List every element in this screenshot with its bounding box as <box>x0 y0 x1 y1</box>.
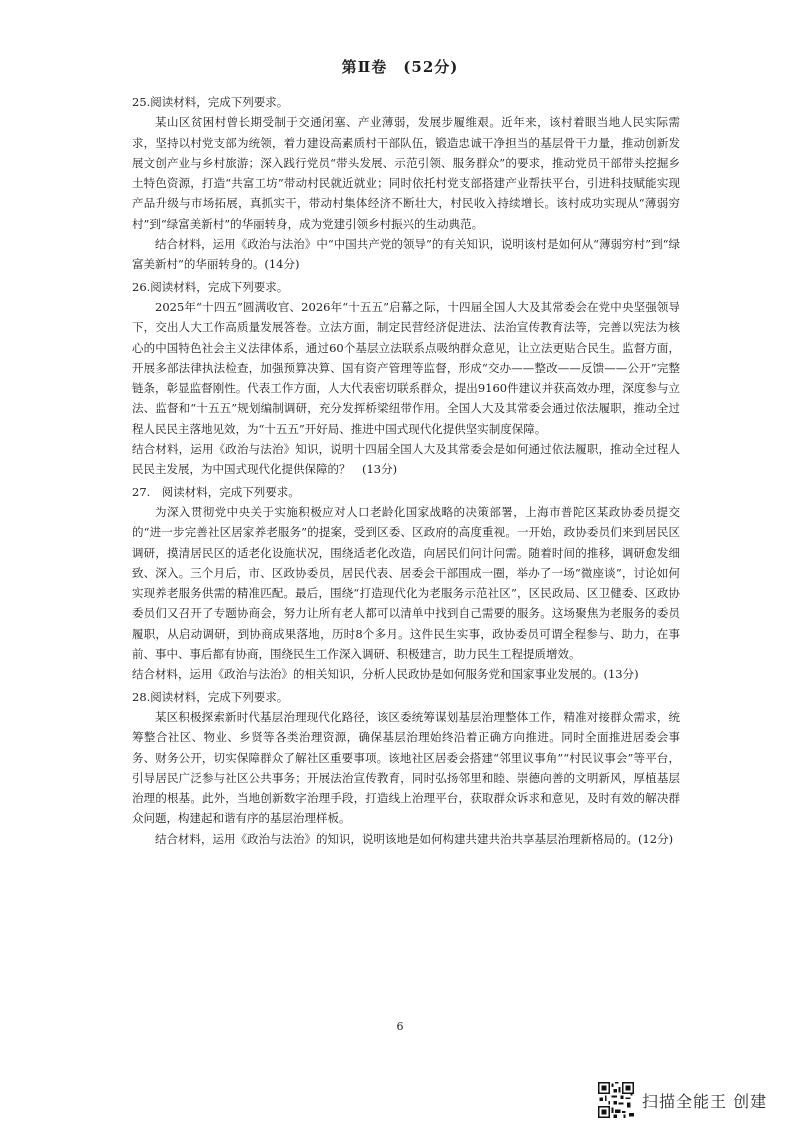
question-27 <box>132 482 680 685</box>
question-head: 25.阅读材料，完成下列要求。 <box>132 95 289 109</box>
qr-code-icon <box>598 1082 634 1118</box>
scan-credit-text: 扫描全能王 创建 <box>642 1091 768 1111</box>
question-material: 2025年“十四五”圆满收官、2026年“十五五”启幕之际，十四届全国人大及其常委会在党中央坚强领导下，交出人大工作高质量发展答卷。立法方面，制定民营经济促进法、法治宣传教育法等，完善以宪法为核心的中国特色社会主义法律体系，通过60个基层立法联系点吸纳群众意见，让立法更贴合民生。监督方面，开展多部法律执法检查，加强预算决算、国有资产管理等监督，形成“交办——整改——反馈——公开”完整链条，彰显监督刚性。代表工作方面，人大代表密切联系群众，提出9160件建议并获高效办理，深度参与立法、监督和“十五五”规划编制调研，充分发挥桥梁纽带作用。全国人大及其常委会通过依法履职，推动全过程人民民主落地见效，为“十五五”开好局、推进中国式现代化提供坚实制度保障。 <box>132 299 680 436</box>
page-number: 6 <box>396 1020 404 1033</box>
question-material: 为深入贯彻党中央关于实施积极应对人口老龄化国家战略的决策部署，上海市普陀区某政协委员提交的“进一步完善社区居家养老服务”的提案，受到区委、区政府的高度重视。一开始，政协委员们来到居民区调研，摸清居民区的适老化设施状况，围绕适老化改造，向居民们问计问需。随着时间的推移，调研愈发细致、深入。三个月后，市、区政协委员，居民代表、居委会干部围成一圈，举办了一场“微座谈”，讨论如何实现养老服务供需的精准匹配。最后，围绕“打造现代化为老服务示范社区”，区民政局、区卫健委、区政协委员们又召开了专题协商会，努力让所有老人都可以清单中找到自己需要的服务。这场聚焦为老服务的委员履职，从启动调研，到协商成果落地，历时8个多月。这件民生实事，政协委员可谓全程参与、助力，在事前、事中、事后都有协商，围绕民生工作深入调研、积极建言，助力民生工程提质增效。 <box>132 504 680 662</box>
question-material: 某区积极探索新时代基层治理现代化路径，该区委统筹谋划基层治理整体工作，精准对接群众需求，统筹整合社区、物业、乡贤等各类治理资源，确保基层治理始终沿着正确方向推进。同时全面推进居委会事务、财务公开，切实保障群众了解社区重要事项。该地社区居委会搭建“邻里议事角”“村民议事会”等平台，引导居民广泛参与社区公共事务；开展法治宣传教育，同时弘扬邻里和睦、崇德向善的文明新风，厚植基层治理的根基。此外，当地创新数字治理手段，打造线上治理平台，获取群众诉求和意见，及时有效的解决群众问题，构建起和谐有序的基层治理样板。 <box>132 709 680 826</box>
question-head: 27. 阅读材料，完成下列要求。 <box>132 484 300 499</box>
question-requirement: 结合材料，运用《政治与法治》知识，说明十四届全国人大及其常委会是如何通过依法履职，推动全过程人民民主发展，为中国式现代化提供保障的？ (13分) <box>132 442 680 477</box>
question-requirement: 结合材料，运用《政治与法治》中“中国共产党的领导”的有关知识，说明该村是如何从“薄弱穷村”到“绿富美新村”的华丽转身的。(14分) <box>132 237 680 272</box>
question-28 <box>132 687 680 849</box>
question-requirement: 结合材料，运用《政治与法治》的知识，说明该地是如何构建共建共治共享基层治理新格局的。(12分) <box>155 831 674 846</box>
question-head: 26.阅读材料，完成下列要求。 <box>132 279 289 294</box>
section-title: 第Ⅱ卷 (52分) <box>341 58 459 76</box>
question-head: 28.阅读材料，完成下列要求。 <box>132 689 289 704</box>
question-requirement: 结合材料，运用《政治与法治》的相关知识，分析人民政协是如何服务党和国家事业发展的。(13分) <box>132 667 639 682</box>
question-26 <box>132 277 680 480</box>
scanner-watermark <box>598 1082 767 1118</box>
exam-page <box>132 92 680 849</box>
question-material: 某山区贫困村曾长期受制于交通闭塞、产业薄弱，发展步履维艰。近年来，该村着眼当地人民实际需求，坚持以村党支部为统领，着力建设高素质村干部队伍，锻造忠诚干净担当的基层骨干力量，推动创新发展文创产业与乡村旅游；深入践行党员“带头发展、示范引领、服务群众”的要求，推动党员干部带头挖掘乡土特色资源，打造“共富工坊”带动村民就近就业；同时依托村党支部搭建产业帮扶平台，引进科技赋能实现产品升级与市场拓展，真抓实干，带动村集体经济不断壮大，村民收入持续增长。该村成功实现从“薄弱穷村”到“绿富美新村”的华丽转身，成为党建引领乡村振兴的生动典范。 <box>132 115 680 231</box>
question-25 <box>132 92 680 275</box>
